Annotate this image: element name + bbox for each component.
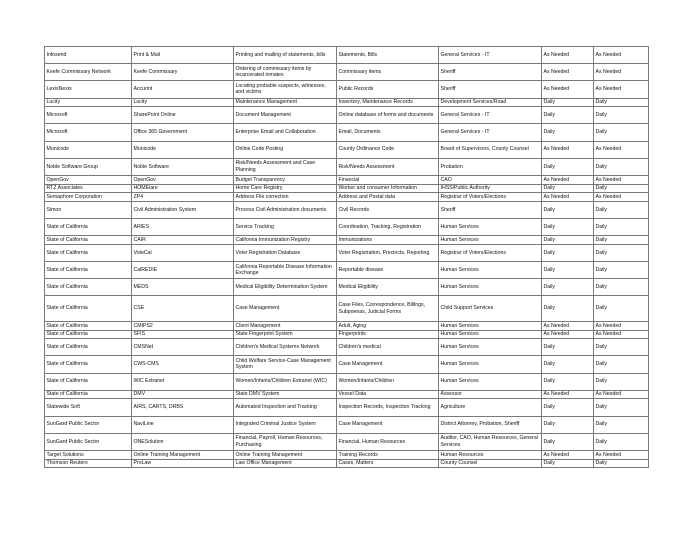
cell-frequency: Daily <box>542 373 594 390</box>
cell-department: General Services - IT <box>439 124 542 141</box>
table-row <box>45 450 649 459</box>
cell-product: Lucity <box>132 98 234 107</box>
cell-department: Agriculture <box>439 399 542 416</box>
cell-product: CalREDIE <box>132 261 234 278</box>
table-row <box>45 236 649 245</box>
cell-department: Probation <box>439 158 542 175</box>
cell-description: Voter Registration Database <box>234 244 337 261</box>
cell-product: VoteCal <box>132 244 234 261</box>
cell-data: Case Files, Correspondence, Billings, Subpoenas, Judicial Forms <box>337 296 439 322</box>
cell-vendor: Microsoft <box>45 124 132 141</box>
cell-data: Commissary items <box>337 64 439 81</box>
cell-description: Financial, Payroll, Human Resources, Purchasing <box>234 433 337 450</box>
table-row <box>45 459 649 468</box>
table-row <box>45 184 649 193</box>
cell-department: Registrar of Voters/Elections <box>439 244 542 261</box>
table-row <box>45 261 649 278</box>
cell-frequency-2: Daily <box>594 459 649 468</box>
cell-data: Inventory, Maintenance Records <box>337 98 439 107</box>
cell-frequency: Daily <box>542 98 594 107</box>
cell-product: CMIPS2 <box>132 322 234 331</box>
cell-data: Cases, Matters <box>337 459 439 468</box>
cell-data: Coordination, Tracking, Registration <box>337 218 439 235</box>
cell-frequency-2: Daily <box>594 279 649 296</box>
cell-product: ZP4 <box>132 193 234 202</box>
cell-frequency: Daily <box>542 356 594 373</box>
cell-description: Maintenance Management <box>234 98 337 107</box>
cell-description: Ordering of commissary items by incarcerated inmates <box>234 64 337 81</box>
cell-vendor: Simon <box>45 201 132 218</box>
cell-vendor: SunGard Public Sector <box>45 416 132 433</box>
table-row <box>45 416 649 433</box>
cell-department: Development Services/Road <box>439 98 542 107</box>
cell-description: Integrated Criminal Justice System <box>234 416 337 433</box>
cell-frequency-2: Daily <box>594 98 649 107</box>
cell-description: Enterprise Email and Collaboration <box>234 124 337 141</box>
cell-data: County Ordinance Code <box>337 141 439 158</box>
cell-description: Client Management <box>234 322 337 331</box>
cell-department: Human Services <box>439 356 542 373</box>
cell-department: CAO <box>439 175 542 184</box>
cell-description: Process Civil Administration documents <box>234 201 337 218</box>
cell-frequency: Daily <box>542 184 594 193</box>
cell-vendor: State of California <box>45 236 132 245</box>
cell-vendor: Lucity <box>45 98 132 107</box>
cell-frequency: As Needed <box>542 322 594 331</box>
cell-vendor: State of California <box>45 296 132 322</box>
cell-frequency-2: As Needed <box>594 450 649 459</box>
cell-data: Adult, Aging <box>337 322 439 331</box>
cell-frequency-2: As Needed <box>594 330 649 339</box>
table-row <box>45 107 649 124</box>
cell-description: Risk/Needs Assessment and Case Planning <box>234 158 337 175</box>
cell-frequency-2: Daily <box>594 244 649 261</box>
cell-frequency: As Needed <box>542 47 594 64</box>
table-row <box>45 433 649 450</box>
cell-frequency: Daily <box>542 279 594 296</box>
table-row <box>45 47 649 64</box>
cell-frequency-2: As Needed <box>594 141 649 158</box>
cell-data: Immunizations <box>337 236 439 245</box>
cell-department: Assessor <box>439 390 542 399</box>
cell-product: Municode <box>132 141 234 158</box>
cell-frequency-2: Daily <box>594 158 649 175</box>
cell-data: Case Management <box>337 416 439 433</box>
table-row <box>45 201 649 218</box>
cell-department: Human Services <box>439 322 542 331</box>
cell-product: CSE <box>132 296 234 322</box>
cell-vendor: State of California <box>45 261 132 278</box>
table-row <box>45 373 649 390</box>
cell-vendor: State of California <box>45 218 132 235</box>
cell-vendor: Target Solutions <box>45 450 132 459</box>
cell-vendor: Keefe Commissary Network <box>45 64 132 81</box>
cell-department: Sheriff <box>439 64 542 81</box>
table-row <box>45 141 649 158</box>
cell-frequency: Daily <box>542 107 594 124</box>
cell-frequency-2: Daily <box>594 201 649 218</box>
cell-department: Human Services <box>439 261 542 278</box>
cell-vendor: Statewide Soft <box>45 399 132 416</box>
cell-description: Women/Infants/Children Extranet (WIC) <box>234 373 337 390</box>
cell-department: Human Services <box>439 373 542 390</box>
cell-vendor: State of California <box>45 390 132 399</box>
table-row <box>45 81 649 98</box>
cell-description: State DMV System <box>234 390 337 399</box>
cell-vendor: State of California <box>45 373 132 390</box>
cell-frequency: As Needed <box>542 330 594 339</box>
cell-frequency: As Needed <box>542 450 594 459</box>
cell-department: Registrar of Voters/Elections <box>439 193 542 202</box>
table-row <box>45 390 649 399</box>
cell-description: California Immunization Registry <box>234 236 337 245</box>
cell-department: Sheriff <box>439 201 542 218</box>
cell-vendor: State of California <box>45 279 132 296</box>
cell-department: General Services - IT <box>439 47 542 64</box>
cell-frequency-2: Daily <box>594 218 649 235</box>
cell-frequency: Daily <box>542 339 594 356</box>
table-row <box>45 218 649 235</box>
cell-vendor: LexisNexis <box>45 81 132 98</box>
cell-product: CWS-CMS <box>132 356 234 373</box>
table-row <box>45 399 649 416</box>
cell-frequency-2: As Needed <box>594 64 649 81</box>
cell-data: Civil Records <box>337 201 439 218</box>
cell-frequency: Daily <box>542 416 594 433</box>
cell-vendor: Infosend <box>45 47 132 64</box>
cell-description: Online Code Posting <box>234 141 337 158</box>
cell-product: AIRS, CARTS, DRBS <box>132 399 234 416</box>
cell-frequency: Daily <box>542 459 594 468</box>
table-row <box>45 193 649 202</box>
cell-frequency-2: Daily <box>594 107 649 124</box>
table-row <box>45 98 649 107</box>
cell-description: Medical Eligibility Determination System <box>234 279 337 296</box>
cell-product: SharePoint Online <box>132 107 234 124</box>
cell-frequency: Daily <box>542 296 594 322</box>
cell-product: Keefe Commissary <box>132 64 234 81</box>
cell-product: ProLaw <box>132 459 234 468</box>
cell-description: Locating probable suspects, witnesses, and victims <box>234 81 337 98</box>
cell-data: Vessel Data <box>337 390 439 399</box>
cell-frequency: Daily <box>542 236 594 245</box>
cell-vendor: Thomson Reuters <box>45 459 132 468</box>
cell-description: Document Management <box>234 107 337 124</box>
cell-department: Human Services <box>439 279 542 296</box>
cell-vendor: State of California <box>45 322 132 331</box>
cell-product: MEDS <box>132 279 234 296</box>
cell-frequency-2: Daily <box>594 339 649 356</box>
cell-frequency-2: As Needed <box>594 390 649 399</box>
cell-vendor: Municode <box>45 141 132 158</box>
cell-description: California Reportable Disease Information Exchange <box>234 261 337 278</box>
cell-description: Budget Transparency <box>234 175 337 184</box>
cell-data: Training Records <box>337 450 439 459</box>
cell-department: Human Services <box>439 339 542 356</box>
cell-product: Accurint <box>132 81 234 98</box>
vendor-systems-table <box>44 46 649 468</box>
cell-vendor: State of California <box>45 244 132 261</box>
cell-data: Risk/Needs Assessment <box>337 158 439 175</box>
table-row <box>45 330 649 339</box>
cell-department: Human Resources <box>439 450 542 459</box>
cell-frequency-2: Daily <box>594 236 649 245</box>
table-row <box>45 64 649 81</box>
cell-frequency-2: Daily <box>594 433 649 450</box>
cell-product: DMV <box>132 390 234 399</box>
table-row <box>45 356 649 373</box>
cell-department: Human Services <box>439 218 542 235</box>
cell-frequency: Daily <box>542 261 594 278</box>
cell-data: Women/Infants/Children <box>337 373 439 390</box>
cell-data: Children's medical <box>337 339 439 356</box>
cell-frequency: As Needed <box>542 175 594 184</box>
cell-data: Financial <box>337 175 439 184</box>
table-body <box>45 47 649 468</box>
cell-description: Case Management <box>234 296 337 322</box>
cell-vendor: OpenGov <box>45 175 132 184</box>
cell-department: Human Services <box>439 236 542 245</box>
cell-frequency: Daily <box>542 244 594 261</box>
cell-description: Law Office Management <box>234 459 337 468</box>
cell-product: ONESolution <box>132 433 234 450</box>
cell-frequency-2: Daily <box>594 296 649 322</box>
cell-frequency: Daily <box>542 201 594 218</box>
cell-data: Statements, Bills <box>337 47 439 64</box>
table-row <box>45 339 649 356</box>
cell-department: County Counsel <box>439 459 542 468</box>
cell-department: IHSS/Public Authority <box>439 184 542 193</box>
cell-frequency: As Needed <box>542 81 594 98</box>
cell-frequency-2: Daily <box>594 373 649 390</box>
cell-product: Print & Mail <box>132 47 234 64</box>
spreadsheet-page <box>44 46 648 468</box>
cell-frequency: Daily <box>542 124 594 141</box>
cell-frequency: As Needed <box>542 64 594 81</box>
cell-department: Child Support Services <box>439 296 542 322</box>
cell-data: Reportable disease <box>337 261 439 278</box>
cell-product: CAIR <box>132 236 234 245</box>
cell-description: State Fingerprint System <box>234 330 337 339</box>
cell-vendor: RTZ Associates <box>45 184 132 193</box>
cell-frequency: As Needed <box>542 141 594 158</box>
cell-data: Worker and consumer Information <box>337 184 439 193</box>
cell-frequency-2: Daily <box>594 399 649 416</box>
cell-frequency-2: As Needed <box>594 322 649 331</box>
cell-data: Address and Postal data <box>337 193 439 202</box>
cell-frequency: Daily <box>542 158 594 175</box>
table-row <box>45 158 649 175</box>
cell-description: Automated Inspection and Tracking <box>234 399 337 416</box>
cell-data: Online database of forms and documents <box>337 107 439 124</box>
cell-product: SFIS <box>132 330 234 339</box>
cell-product: Office 365 Government <box>132 124 234 141</box>
cell-department: District Attorney, Probation, Sheriff <box>439 416 542 433</box>
cell-frequency-2: Daily <box>594 416 649 433</box>
cell-vendor: State of California <box>45 339 132 356</box>
table-row <box>45 244 649 261</box>
cell-product: HOMEiare <box>132 184 234 193</box>
cell-frequency: Daily <box>542 433 594 450</box>
cell-frequency: As Needed <box>542 390 594 399</box>
cell-product: OpenGov <box>132 175 234 184</box>
table-row <box>45 279 649 296</box>
cell-frequency-2: As Needed <box>594 193 649 202</box>
cell-product: Civil Administration System <box>132 201 234 218</box>
cell-frequency: As Needed <box>542 193 594 202</box>
cell-frequency-2: As Needed <box>594 47 649 64</box>
cell-frequency: Daily <box>542 399 594 416</box>
cell-frequency-2: Daily <box>594 356 649 373</box>
table-row <box>45 322 649 331</box>
cell-department: Sheriff <box>439 81 542 98</box>
cell-product: ARIES <box>132 218 234 235</box>
cell-data: Medical Eligibility <box>337 279 439 296</box>
cell-description: Online Training Management <box>234 450 337 459</box>
cell-product: Online Training Management <box>132 450 234 459</box>
cell-frequency-2: As Needed <box>594 175 649 184</box>
cell-department: Auditor, CAO, Human Resources, General Services <box>439 433 542 450</box>
cell-description: Home Care Registry <box>234 184 337 193</box>
cell-frequency-2: Daily <box>594 261 649 278</box>
table-row <box>45 296 649 322</box>
cell-data: Financial, Human Resources <box>337 433 439 450</box>
cell-department: Human Services <box>439 330 542 339</box>
cell-data: Inspection Records, Inspection Tracking <box>337 399 439 416</box>
cell-description: Children's Medical Systems Network <box>234 339 337 356</box>
cell-product: NaviLine <box>132 416 234 433</box>
cell-vendor: Noble Software Group <box>45 158 132 175</box>
cell-data: Email, Documents <box>337 124 439 141</box>
cell-data: Voter Registration, Precincts, Reporting <box>337 244 439 261</box>
cell-product: WIC Extranet <box>132 373 234 390</box>
cell-data: Public Records <box>337 81 439 98</box>
table-row <box>45 175 649 184</box>
cell-description: Printing and mailing of statements, bills <box>234 47 337 64</box>
cell-product: Noble Software <box>132 158 234 175</box>
cell-department: Board of Supervisors, County Counsel <box>439 141 542 158</box>
cell-department: General Services - IT <box>439 107 542 124</box>
cell-product: CMSNet <box>132 339 234 356</box>
cell-data: Fingerprints <box>337 330 439 339</box>
cell-vendor: SunGard Public Sector <box>45 433 132 450</box>
cell-data: Case Management <box>337 356 439 373</box>
cell-vendor: Microsoft <box>45 107 132 124</box>
cell-frequency-2: Daily <box>594 124 649 141</box>
cell-frequency-2: Daily <box>594 184 649 193</box>
cell-description: Service Tracking <box>234 218 337 235</box>
cell-description: Child Welfare Service-Case Management System <box>234 356 337 373</box>
cell-frequency-2: As Needed <box>594 81 649 98</box>
cell-vendor: State of California <box>45 330 132 339</box>
cell-vendor: State of California <box>45 356 132 373</box>
cell-description: Address File correction <box>234 193 337 202</box>
cell-vendor: Semaphore Corporation <box>45 193 132 202</box>
table-row <box>45 124 649 141</box>
cell-frequency: Daily <box>542 218 594 235</box>
